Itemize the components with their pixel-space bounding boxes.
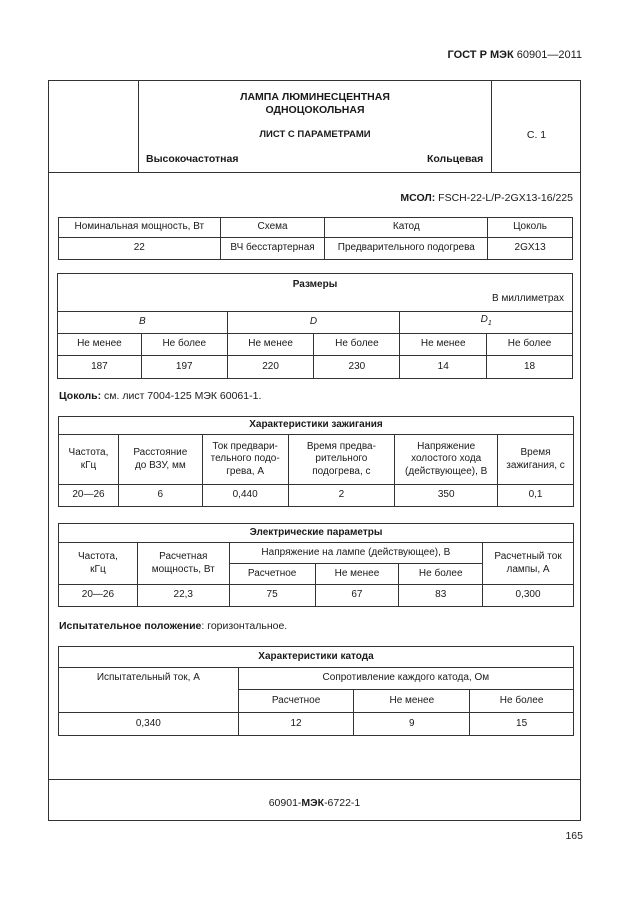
- dimensions-title-cell: [58, 274, 573, 312]
- dimensions-table: [57, 273, 573, 379]
- ignition-header-open-voltage-l1: Напряжение: [417, 440, 476, 452]
- test-position-note: [59, 620, 287, 632]
- msol-designation: [400, 192, 573, 204]
- cathode-value-max: 15: [470, 713, 574, 736]
- ignition-header-distance-l1: Расстояние: [133, 447, 188, 458]
- general-header-cathode: Катод: [325, 218, 488, 238]
- base-note-label: Цоколь:: [59, 390, 102, 402]
- ignition-header-ignition-time-l2: зажигания, с: [506, 459, 565, 471]
- ignition-header-preheat-time-l3: подогрева, с: [312, 465, 371, 477]
- electrical-value-min-voltage: 67: [315, 585, 399, 607]
- dimensions-units: В миллиметрах: [492, 292, 564, 304]
- test-position-label: Испытательное положение: [59, 620, 202, 632]
- ignition-header-preheat-current: [202, 435, 288, 485]
- general-header-power: Номинальная мощность, Вт: [59, 218, 221, 238]
- ignition-header-preheat-time-l1: Время предва-: [306, 440, 376, 452]
- electrical-value-rated-voltage: 75: [229, 585, 315, 607]
- cathode-title: Характеристики катода: [59, 647, 574, 668]
- electrical-value-current: 0,300: [483, 585, 574, 607]
- ignition-header-preheat-time: [288, 435, 395, 485]
- sheet-title-line2: ОДНОЦОКОЛЬНАЯ: [265, 104, 365, 116]
- electrical-header-frequency-l1: Частота,: [78, 551, 118, 562]
- dim-value-b-max: 197: [141, 356, 227, 379]
- general-value-circuit: ВЧ бесстартерная: [220, 238, 325, 260]
- footer-top-line: [48, 779, 581, 780]
- msol-code: FSCH-22-L/P-2GX13-16/225: [438, 192, 573, 204]
- ignition-header-frequency: [59, 435, 119, 485]
- cathode-value-rated: 12: [238, 713, 354, 736]
- electrical-title: Электрические параметры: [59, 524, 574, 543]
- electrical-header-current-l1: Расчетный ток: [494, 551, 562, 562]
- cathode-header-current: Испытательный ток, А: [59, 668, 239, 713]
- dim-value-d1-max: 18: [487, 356, 573, 379]
- dimension-b-header: B: [58, 312, 228, 334]
- electrical-sub-min: Не менее: [315, 564, 399, 585]
- dimension-d-header: D: [227, 312, 400, 334]
- sheet-page-label: С. 1: [526, 129, 547, 141]
- electrical-table: [58, 523, 574, 607]
- ignition-header-preheat-current-l2: тельного подо-: [210, 453, 280, 465]
- ignition-header-frequency-l1: Частота,: [68, 447, 109, 458]
- standard-prefix: ГОСТ Р МЭК: [447, 49, 514, 61]
- electrical-header-voltage: Напряжение на лампе (действующее), В: [229, 543, 482, 564]
- cathode-header-resistance: Сопротивление каждого катода, Ом: [238, 668, 573, 690]
- ignition-header-preheat-current-l1: Ток предвари-: [212, 440, 278, 452]
- ignition-header-open-voltage-l3: (действующее), В: [405, 465, 488, 477]
- general-value-cathode: Предварительного подогрева: [325, 238, 488, 260]
- general-value-base: 2GX13: [488, 238, 573, 260]
- electrical-sub-max: Не более: [399, 564, 483, 585]
- cathode-value-current: 0,340: [59, 713, 239, 736]
- ignition-value-frequency: 20—26: [59, 485, 119, 507]
- general-table: [58, 217, 573, 260]
- sheet-title: [138, 91, 492, 117]
- electrical-header-power: [137, 543, 229, 585]
- ignition-title: Характеристики зажигания: [59, 417, 574, 435]
- standard-code: 60901—2011: [516, 49, 582, 61]
- ignition-value-preheat-time: 2: [288, 485, 395, 507]
- electrical-value-power: 22,3: [137, 585, 229, 607]
- dim-value-d1-min: 14: [400, 356, 487, 379]
- dim-sub-d-min: Не менее: [227, 334, 314, 356]
- electrical-value-max-voltage: 83: [399, 585, 483, 607]
- page-number: 165: [565, 830, 583, 842]
- general-value-power: 22: [59, 238, 221, 260]
- dimension-d1-letter: D: [480, 314, 488, 326]
- ignition-header-frequency-l2: кГц: [80, 459, 97, 471]
- ignition-header-distance: [118, 435, 202, 485]
- ignition-header-distance-l2: до ВЗУ, мм: [134, 459, 186, 471]
- dimension-d1-subscript: 1: [487, 320, 492, 328]
- ignition-header-open-voltage: [395, 435, 498, 485]
- ignition-header-ignition-time: [498, 435, 574, 485]
- ignition-value-ignition-time: 0,1: [498, 485, 574, 507]
- ignition-table: [58, 416, 574, 507]
- lamp-type-label: Высокочастотная: [146, 153, 239, 165]
- cathode-sub-min: Не менее: [354, 690, 470, 713]
- dim-sub-b-max: Не более: [141, 334, 227, 356]
- electrical-header-current: [483, 543, 574, 585]
- dim-sub-d-max: Не более: [314, 334, 400, 356]
- ignition-header-preheat-current-l3: грева, А: [226, 465, 265, 477]
- general-header-circuit: Схема: [220, 218, 325, 238]
- electrical-header-frequency: [59, 543, 138, 585]
- ignition-value-distance: 6: [118, 485, 202, 507]
- electrical-header-power-l1: Расчетная: [159, 551, 208, 562]
- msol-label: МСОЛ:: [400, 192, 436, 204]
- test-position-text: : горизонтальное.: [201, 620, 288, 632]
- lamp-shape-label: Кольцевая: [427, 153, 484, 165]
- base-note: [59, 390, 261, 402]
- sheet-code-bold: МЭК: [301, 797, 325, 809]
- header-bottom-line: [48, 172, 581, 173]
- cathode-sub-rated: Расчетное: [238, 690, 354, 713]
- ignition-header-preheat-time-l2: рительного: [315, 453, 368, 465]
- cathode-sub-max: Не более: [470, 690, 574, 713]
- ignition-value-open-voltage: 350: [395, 485, 498, 507]
- dim-sub-d1-max: Не более: [487, 334, 573, 356]
- ignition-value-preheat-current: 0,440: [202, 485, 288, 507]
- ignition-header-open-voltage-l2: холостого хода: [411, 453, 482, 465]
- dim-sub-b-min: Не менее: [58, 334, 142, 356]
- sheet-code-pre: 60901-: [268, 797, 302, 809]
- base-note-text: см. лист 7004-125 МЭК 60061-1.: [101, 390, 262, 402]
- electrical-header-power-l2: мощность, Вт: [151, 563, 215, 575]
- electrical-value-frequency: 20—26: [59, 585, 138, 607]
- dim-sub-d1-min: Не менее: [400, 334, 487, 356]
- ignition-header-ignition-time-l1: Время: [520, 447, 551, 458]
- electrical-header-frequency-l2: кГц: [90, 563, 106, 575]
- general-header-base: Цоколь: [488, 218, 573, 238]
- sheet-code: [48, 797, 581, 809]
- dim-value-d-max: 230: [314, 356, 400, 379]
- electrical-header-current-l2: лампы, А: [506, 563, 550, 575]
- sheet-code-post: -6722-1: [324, 797, 361, 809]
- dim-value-d-min: 220: [227, 356, 314, 379]
- sheet-subtitle: ЛИСТ С ПАРАМЕТРАМИ: [259, 129, 371, 140]
- dimension-d1-header: [400, 312, 573, 334]
- cathode-table: [58, 646, 574, 736]
- dimensions-title: Размеры: [292, 279, 338, 290]
- standard-header: [447, 49, 582, 61]
- dim-value-b-min: 187: [58, 356, 142, 379]
- electrical-sub-rated: Расчетное: [229, 564, 315, 585]
- cathode-value-min: 9: [354, 713, 470, 736]
- sheet-title-line1: ЛАМПА ЛЮМИНЕСЦЕНТНАЯ: [240, 91, 390, 103]
